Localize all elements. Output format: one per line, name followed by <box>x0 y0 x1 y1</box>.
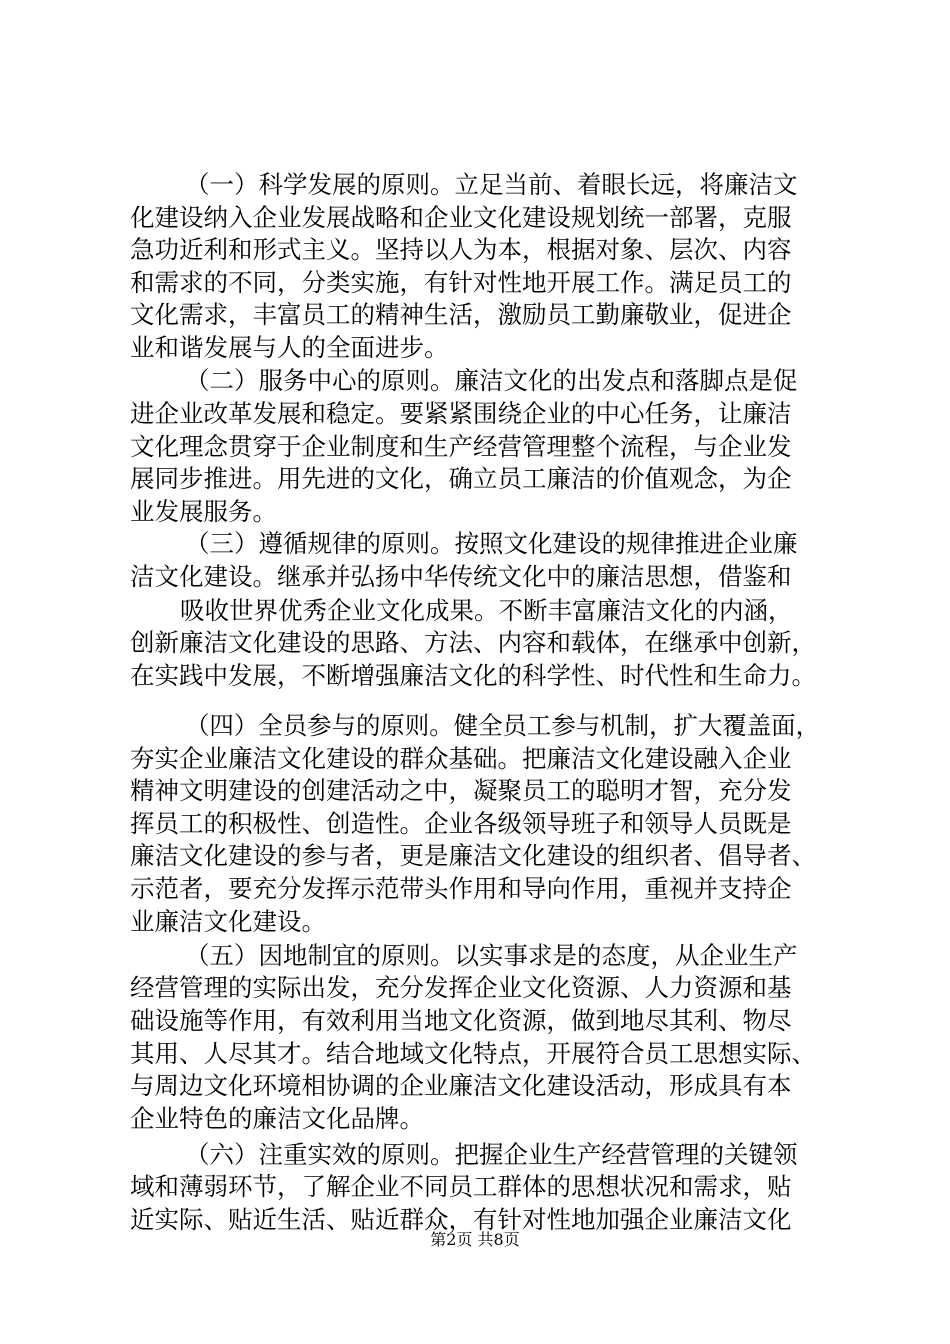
paragraph-line: 经营管理的实际出发，充分发挥企业文化资源、人力资源和基 <box>130 973 792 1003</box>
paragraph-first-line: （四）全员参与的原则。健全员工参与机制，扩大覆盖面， <box>185 710 820 740</box>
paragraph-first-line: （二）服务中心的原则。廉洁文化的出发点和落脚点是促 <box>185 366 798 396</box>
page-footer <box>0 1230 950 1250</box>
paragraph-line: 文化理念贯穿于企业制度和生产经营管理整个流程，与企业发 <box>130 431 792 461</box>
paragraph-line: 化建设纳入企业发展战略和企业文化建设规划统一部署，克服 <box>130 202 792 232</box>
paragraph-first-line: （三）遵循规律的原则。按照文化建设的规律推进企业廉 <box>185 529 798 559</box>
paragraph-line: 业和谐发展与人的全面进步。 <box>130 333 449 363</box>
paragraph-line: 吸收世界优秀企业文化成果。不断丰富廉洁文化的内涵， <box>180 595 793 625</box>
paragraph-first-line: （五）因地制宜的原则。以实事求是的态度，从企业生产 <box>185 940 798 970</box>
page-number-label: 第2页 共8页 <box>430 1230 520 1249</box>
paragraph-line: 示范者，要充分发挥示范带头作用和导向作用，重视并支持企 <box>130 873 792 903</box>
paragraph-line: 其用、人尽其才。结合地域文化特点，开展符合员工思想实际、 <box>130 1038 816 1068</box>
paragraph-line: 和需求的不同，分类实施，有针对性地开展工作。满足员工的 <box>130 267 792 297</box>
paragraph-line: 挥员工的积极性、创造性。企业各级领导班子和领导人员既是 <box>130 808 792 838</box>
paragraph-line: 在实践中发展，不断增强廉洁文化的科学性、时代性和生命力。 <box>130 660 816 690</box>
paragraph-line: 域和薄弱环节，了解企业不同员工群体的思想状况和需求，贴 <box>130 1172 792 1202</box>
paragraph-line: 展同步推进。用先进的文化，确立员工廉洁的价值观念，为企 <box>130 464 792 494</box>
paragraph-line: 业廉洁文化建设。 <box>130 906 326 936</box>
paragraph-line: 文化需求，丰富员工的精神生活，激励员工勤廉敬业，促进企 <box>130 300 792 330</box>
paragraph-line: 业发展服务。 <box>130 496 277 526</box>
paragraph-line: 洁文化建设。继承并弘扬中华传统文化中的廉洁思想，借鉴和 <box>130 562 792 592</box>
paragraph-line: 础设施等作用，有效利用当地文化资源，做到地尽其利、物尽 <box>130 1006 792 1036</box>
paragraph-line: 急功近利和形式主义。坚持以人为本，根据对象、层次、内容 <box>130 235 792 265</box>
paragraph-first-line: （一）科学发展的原则。立足当前、着眼长远，将廉洁文 <box>185 170 798 199</box>
paragraph-line: 创新廉洁文化建设的思路、方法、内容和载体，在继承中创新， <box>130 628 816 658</box>
paragraph-line: 夯实企业廉洁文化建设的群众基础。把廉洁文化建设融入企业 <box>130 743 792 773</box>
paragraph-line: 近实际、贴近生活、贴近群众，有针对性地加强企业廉洁文化 <box>130 1205 792 1234</box>
paragraph-first-line: （六）注重实效的原则。把握企业生产经营管理的关键领 <box>185 1139 798 1169</box>
paragraph-line: 廉洁文化建设的参与者，更是廉洁文化建设的组织者、倡导者、 <box>130 841 816 871</box>
paragraph-line: 企业特色的廉洁文化品牌。 <box>130 1103 424 1133</box>
paragraph-line: 与周边文化环境相协调的企业廉洁文化建设活动，形成具有本 <box>130 1071 792 1101</box>
paragraph-line: 精神文明建设的创建活动之中，凝聚员工的聪明才智，充分发 <box>130 776 792 806</box>
paragraph-line: 进企业改革发展和稳定。要紧紧围绕企业的中心任务，让廉洁 <box>130 399 792 429</box>
